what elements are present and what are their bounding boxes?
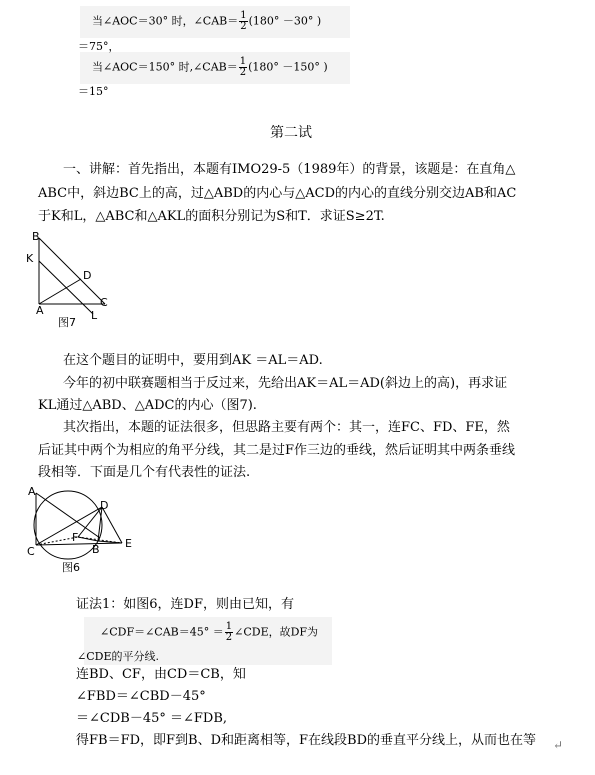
label-B: B — [32, 230, 40, 243]
proof-line-5: ∠FBD＝∠CBD－45° — [76, 689, 206, 704]
para2-line-6: 段相等．下面是几个有代表性的证法. — [38, 465, 251, 480]
para2-line-3: KL通过△ABD、△ADC的内心（图7). — [38, 398, 257, 413]
para1-line-2: ABC中，斜边BC上的高，过△ABD的内心与△ACD的内心的直线分别交边AB和AC — [38, 186, 517, 201]
para2-line-4: 其次指出，本题的证法很多，但思路主要有两个：其一，连FC、FD、FE，然 — [63, 420, 510, 435]
proof-line-7: 得FB＝FD，即F到B、D和距离相等，F在线段BD的垂直平分线上，从而也在等 — [76, 733, 537, 748]
proof-line-2-b: ∠CDE，故DF为 — [234, 625, 319, 639]
label-K: K — [26, 252, 34, 265]
para2-line-2: 今年的初中联赛题相当于反过来，先给出AK＝AL＝AD(斜边上的高)，再求证 — [63, 376, 508, 391]
label-A: A — [28, 485, 36, 498]
fraction-denominator: 2 — [225, 632, 233, 643]
para1-line-1: 一、讲解：首先指出，本题有IMO29-5（1989年）的背景，该题是：在直角△ — [63, 162, 516, 177]
label-L: L — [91, 309, 98, 322]
label-D: D — [83, 269, 92, 282]
formula-line-3 — [92, 57, 328, 78]
label-C: C — [27, 545, 35, 558]
fraction — [239, 57, 247, 78]
figure-7-diagram — [22, 228, 122, 328]
label-E: E — [125, 537, 132, 550]
formula-line-3-a: 当∠AOC＝150° 时,∠CAB＝ — [92, 60, 238, 74]
proof-line-2-a: ∠CDF＝∠CAB＝45° ＝ — [100, 625, 224, 639]
section-title: 第二试 — [270, 125, 312, 141]
figure-6 — [22, 483, 140, 575]
label-B: B — [92, 543, 100, 556]
fraction-numerator: 1 — [240, 10, 247, 21]
fraction-denominator: 2 — [240, 21, 247, 32]
fraction-numerator: 1 — [225, 621, 233, 632]
figure-7 — [22, 228, 122, 328]
formula-line-1 — [92, 11, 321, 32]
proof-line-1: 证法1：如图6，连DF，则由已知，有 — [76, 597, 294, 612]
para2-line-1: 在这个题目的证明中，要用到AK ＝AL＝AD. — [63, 353, 323, 368]
formula-line-2: ＝75°， — [78, 40, 120, 53]
proof-line-4: 连BD、CF，由CD＝CB，知 — [76, 667, 246, 682]
proof-line-6: ＝∠CDB－45° ＝∠FDB, — [76, 711, 228, 726]
fraction-denominator: 2 — [239, 67, 247, 78]
label-C: C — [100, 296, 108, 309]
label-D: D — [100, 499, 109, 512]
para2-line-5: 后证其中两个为相应的角平分线，其二是过F作三边的垂线，然后证明其中两条垂线 — [38, 443, 516, 458]
figure-7-caption: 图7 — [58, 316, 76, 328]
paragraph-return-mark: ↵ — [553, 738, 564, 752]
formula-line-1-a: 当∠AOC＝30° 时，∠CAB＝ — [92, 14, 239, 28]
formula-line-1-b: (180° －30° ) — [248, 14, 322, 28]
formula-line-4: ＝15° — [78, 85, 109, 98]
proof-line-2 — [100, 622, 318, 643]
label-F: F — [72, 531, 79, 544]
fraction — [239, 11, 247, 32]
fraction — [225, 622, 233, 643]
fraction-numerator: 1 — [239, 56, 247, 67]
figure-6-caption: 图6 — [62, 561, 80, 574]
figure-6-diagram — [22, 483, 140, 575]
label-A: A — [36, 304, 44, 317]
para1-line-3: 于K和L，△ABC和△AKL的面积分别记为S和T．求证S≥2T. — [38, 209, 385, 224]
proof-line-3: ∠CDE的平分线. — [77, 650, 159, 663]
formula-line-3-b: (180° －150° ) — [248, 60, 328, 74]
